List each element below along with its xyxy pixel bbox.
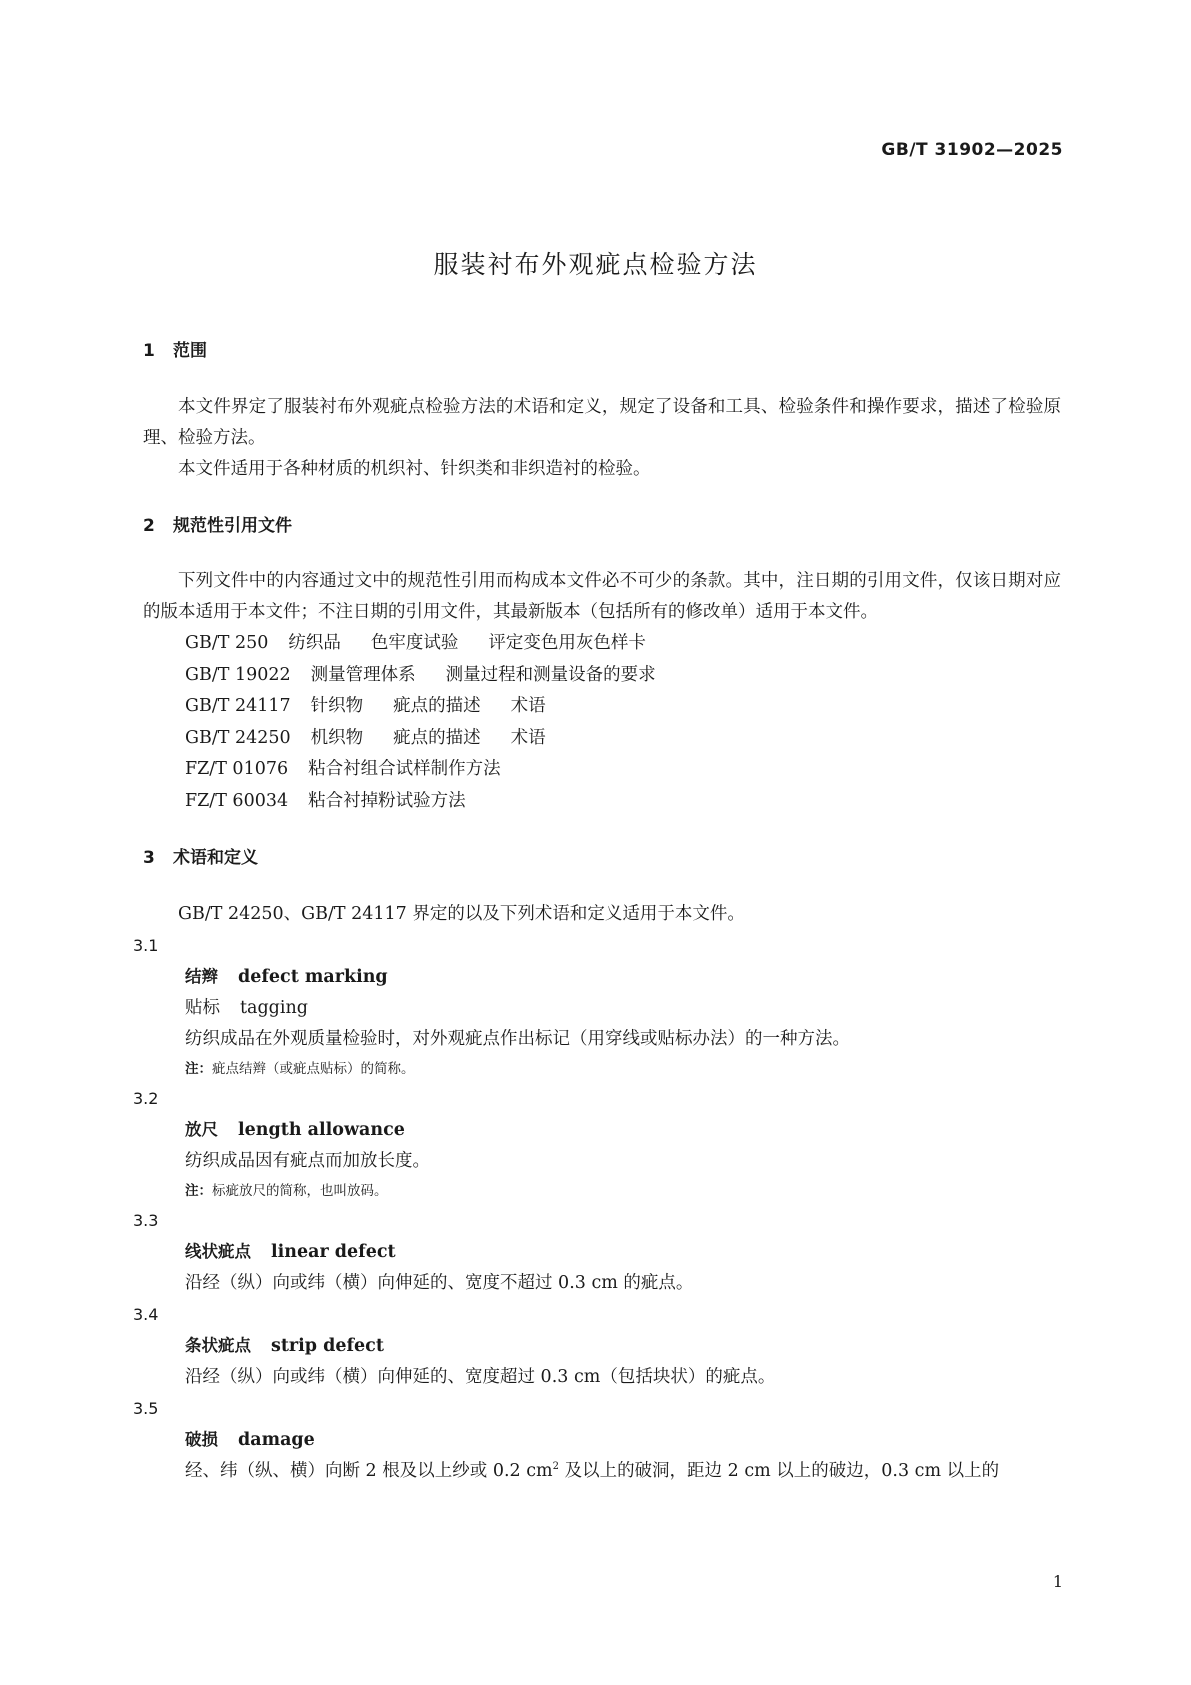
term-zh: 放尺 [185, 1120, 218, 1139]
section-title: 范围 [173, 341, 207, 361]
term-entry [143, 961, 1061, 993]
reference-item [143, 723, 1061, 755]
reference-title-part: 疵点的描述 [393, 727, 481, 748]
section-number: 2 [143, 516, 155, 536]
term-en: linear defect [271, 1242, 396, 1262]
reference-title-part: 术语 [510, 727, 546, 748]
note-label: 注： [185, 1183, 212, 1199]
clause-number: 3.5 [133, 1399, 159, 1418]
term-definition: 纺织成品因有疵点而加放长度。 [185, 1151, 430, 1171]
term-entry [143, 1424, 1061, 1456]
note-text: 疵点结辫（或疵点贴标）的简称。 [212, 1061, 415, 1077]
reference-code: GB/T 24250 [185, 727, 291, 748]
term-entry [143, 1330, 1061, 1362]
reference-title-part: 疵点的描述 [393, 696, 481, 716]
reference-code: GB/T 250 [185, 633, 269, 653]
clause-number: 3.2 [133, 1089, 159, 1108]
reference-code: GB/T 24117 [185, 696, 291, 716]
term-definition: 沿经（纵）向或纬（横）向伸延的、宽度不超过 0.3 cm 的疵点。 [185, 1273, 694, 1293]
document-title: 服装衬布外观疵点检验方法 [433, 250, 758, 279]
scope-paragraph-1: 本文件界定了服装衬布外观疵点检验方法的术语和定义，规定了设备和工具、检验条件和操作要求，描述了检验原理、检验方法。 [143, 397, 1061, 448]
definition-text: 及以上的破洞，距边 2 cm 以上的破边，0.3 cm 以上的 [559, 1461, 1000, 1481]
clause-number: 3.1 [133, 936, 159, 955]
reference-title-part: 术语 [510, 696, 546, 716]
section-2-heading [143, 511, 1061, 541]
reference-title-part: 测量管理体系 [310, 664, 416, 685]
section-title: 规范性引用文件 [173, 516, 292, 536]
term-en: defect marking [238, 967, 388, 987]
reference-item [143, 691, 1061, 723]
reference-item [143, 754, 1061, 786]
clause-number: 3.4 [133, 1305, 159, 1324]
term-entry [143, 1236, 1061, 1268]
definition-text: 经、纬（纵、横）向断 2 根及以上纱或 0.2 cm [185, 1461, 553, 1481]
term-en: length allowance [238, 1120, 405, 1140]
synonym-en: tagging [240, 998, 308, 1018]
term-zh: 线状疵点 [185, 1242, 251, 1261]
synonym-zh: 贴标 [185, 998, 220, 1018]
term-entry [143, 1114, 1061, 1146]
page-number: 1 [1052, 1572, 1063, 1591]
section-3-heading [143, 843, 1061, 873]
reference-title-part: 针织物 [310, 696, 364, 716]
reference-item [143, 786, 1061, 818]
clause-number: 3.3 [133, 1211, 159, 1230]
reference-code: FZ/T 01076 [185, 759, 289, 779]
document-body [133, 336, 1061, 1487]
reference-item [143, 660, 1061, 692]
standard-code: GB/T 31902—2025 [881, 140, 1063, 160]
reference-title-part: 粘合衬组合试样制作方法 [308, 759, 501, 779]
term-definition [143, 1456, 1061, 1487]
reference-title-part: 评定变色用灰色样卡 [488, 633, 646, 653]
section-title: 术语和定义 [173, 848, 258, 868]
superscript: 2 [552, 1461, 559, 1473]
terms-intro-paragraph: GB/T 24250、GB/T 24117 界定的以及下列术语和定义适用于本文件。 [178, 904, 745, 924]
reference-title-part: 测量过程和测量设备的要求 [445, 664, 656, 685]
reference-title-part: 色牢度试验 [370, 633, 459, 653]
section-number: 3 [143, 848, 155, 868]
term-definition: 沿经（纵）向或纬（横）向伸延的、宽度超过 0.3 cm（包括块状）的疵点。 [185, 1367, 776, 1387]
term-note [143, 1055, 1061, 1083]
reference-code: FZ/T 60034 [185, 790, 289, 811]
section-1-heading [143, 336, 1061, 366]
term-zh: 条状疵点 [185, 1336, 251, 1355]
term-zh: 结辫 [185, 967, 218, 986]
normative-references-paragraph: 下列文件中的内容通过文中的规范性引用而构成本文件必不可少的条款。其中，注日期的引用文件，仅该日期对应的版本适用于本文件；不注日期的引用文件，其最新版本（包括所有的修改单）适用于本文件。 [143, 571, 1061, 622]
note-text: 标疵放尺的简称，也叫放码。 [212, 1183, 388, 1199]
term-en: strip defect [271, 1336, 384, 1356]
reference-title-part: 机织物 [310, 727, 364, 748]
reference-item [143, 628, 1061, 660]
scope-paragraph-2: 本文件适用于各种材质的机织衬、针织类和非织造衬的检验。 [178, 459, 651, 479]
reference-title-part: 粘合衬掉粉试验方法 [308, 790, 466, 811]
term-note [143, 1177, 1061, 1205]
reference-title-part: 纺织品 [288, 633, 341, 653]
term-definition: 纺织成品在外观质量检验时，对外观疵点作出标记（用穿线或贴标办法）的一种方法。 [185, 1029, 850, 1049]
reference-code: GB/T 19022 [185, 664, 291, 685]
term-zh: 破损 [185, 1430, 218, 1449]
term-synonym [143, 993, 1061, 1024]
section-number: 1 [143, 341, 155, 361]
note-label: 注： [185, 1061, 212, 1077]
term-en: damage [238, 1430, 315, 1450]
